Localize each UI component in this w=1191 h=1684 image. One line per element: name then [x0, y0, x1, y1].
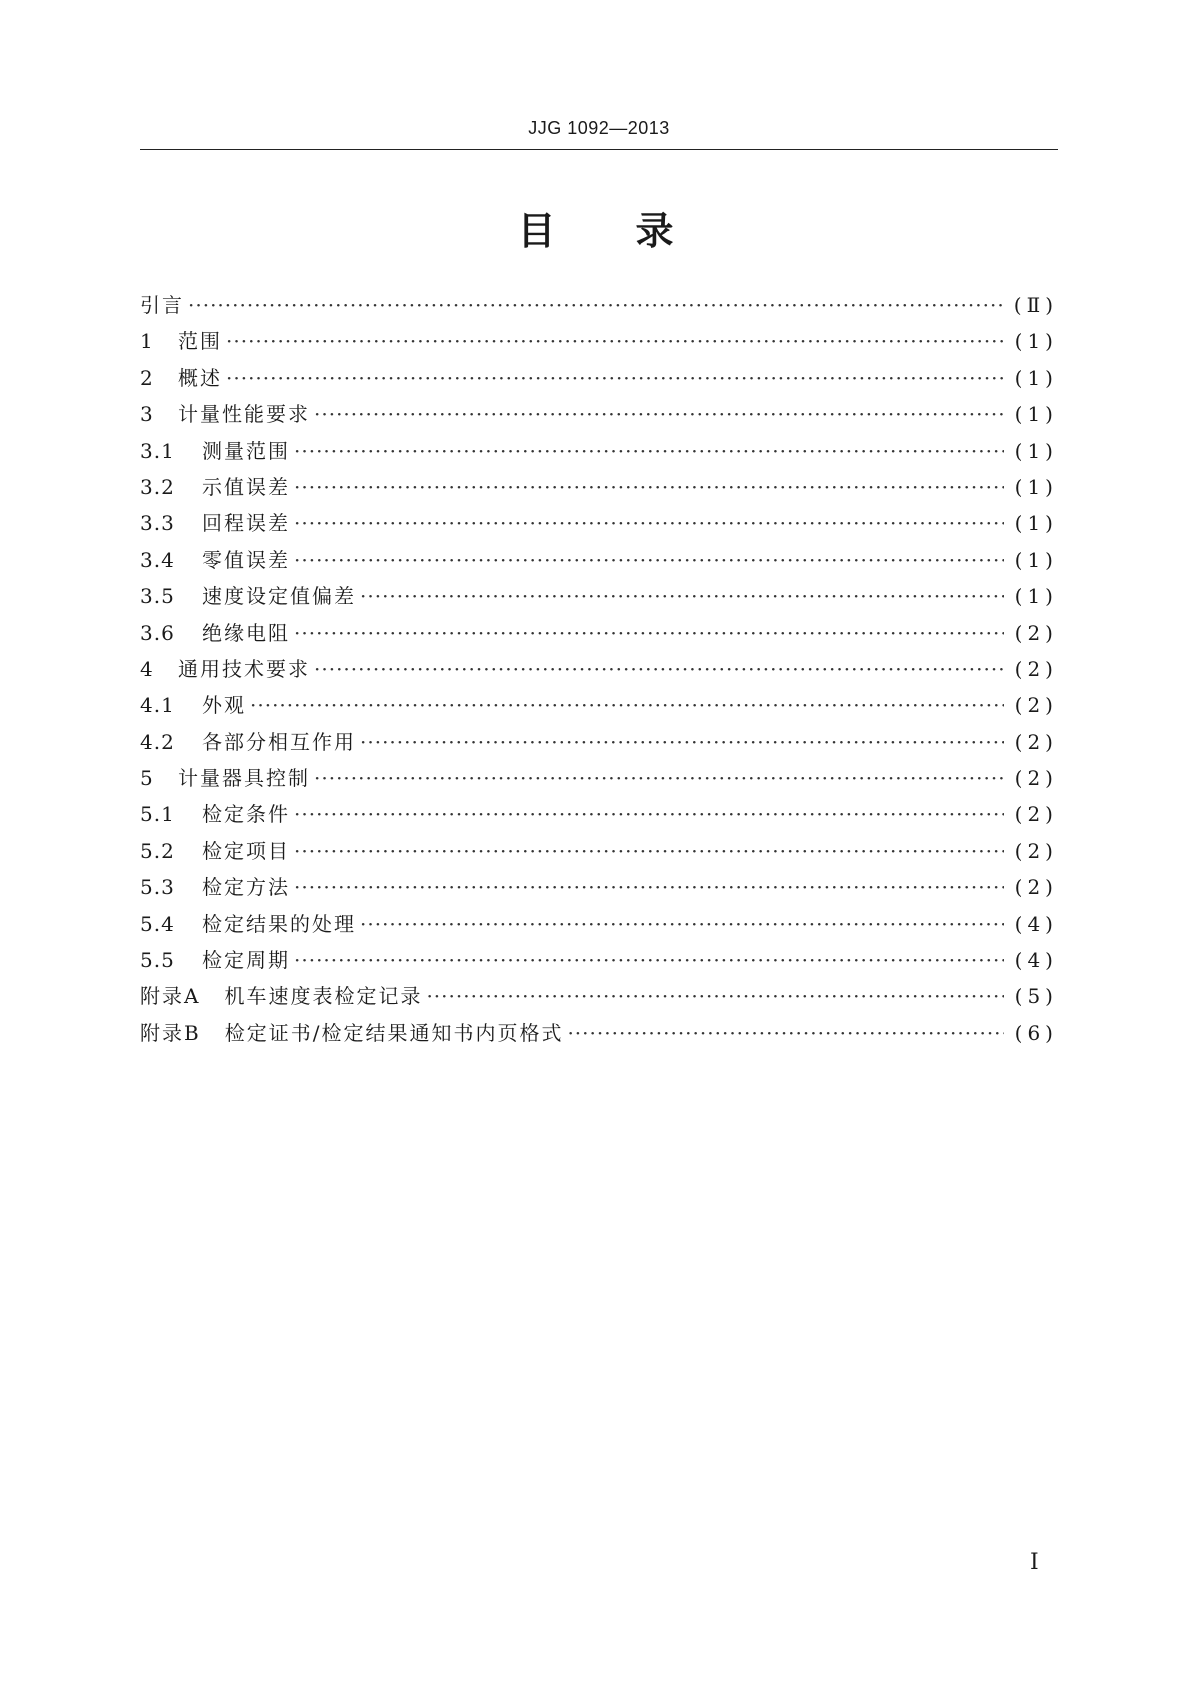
- toc-leader-dots: [294, 542, 1004, 578]
- toc-entry-title: 概述: [178, 365, 222, 390]
- page-title: [0, 200, 1191, 255]
- toc-entry-label: [140, 505, 290, 541]
- toc-entry-page: (1): [1014, 365, 1058, 390]
- toc-entry-label: [140, 760, 310, 796]
- title-char-1: 目: [517, 209, 556, 253]
- toc-entry-label: [140, 978, 422, 1014]
- toc-entry-title: 检定证书/检定结果通知书内页格式: [224, 1020, 564, 1045]
- toc-entry-number: 4: [140, 656, 155, 681]
- toc-entry-label: [140, 287, 184, 323]
- toc-leader-dots: [250, 687, 1004, 723]
- toc-entry[interactable]: [140, 433, 1058, 469]
- toc-entry[interactable]: [140, 796, 1058, 832]
- toc-entry[interactable]: [140, 542, 1058, 578]
- toc-entry-page: (1): [1014, 584, 1058, 609]
- toc-entry-number: 3.5: [140, 584, 175, 609]
- toc-entry-page: (1): [1014, 438, 1058, 463]
- toc-entry-label: [140, 651, 310, 687]
- toc-entry-title: 机车速度表检定记录: [224, 984, 423, 1009]
- toc-entry-number: 5.4: [140, 911, 175, 936]
- toc-entry-title: 范围: [178, 329, 222, 354]
- toc-entry-title: 计量性能要求: [178, 402, 310, 427]
- toc-entry-title: 测量范围: [202, 438, 290, 463]
- title-char-2: 录: [635, 209, 674, 253]
- toc-entry[interactable]: [140, 760, 1058, 796]
- toc-entry-page: (1): [1014, 547, 1058, 572]
- toc-entry-number: 5.5: [140, 948, 175, 973]
- toc-entry-page: (5): [1014, 984, 1058, 1009]
- toc-entry[interactable]: [140, 906, 1058, 942]
- toc-entry[interactable]: [140, 469, 1058, 505]
- toc-entry-label: [140, 542, 290, 578]
- toc-entry-title: 检定条件: [202, 802, 290, 827]
- toc-entry[interactable]: [140, 505, 1058, 541]
- toc-entry-page: (2): [1014, 693, 1058, 718]
- toc-leader-dots: [294, 869, 1004, 905]
- toc-entry[interactable]: [140, 1015, 1058, 1051]
- toc-entry-number: 1: [140, 329, 155, 354]
- toc-entry[interactable]: [140, 360, 1058, 396]
- toc-leader-dots: [360, 906, 1004, 942]
- toc-entry-page: (2): [1014, 802, 1058, 827]
- toc-entry-label: [140, 833, 290, 869]
- toc-entry[interactable]: [140, 724, 1058, 760]
- toc-leader-dots: [294, 505, 1004, 541]
- toc-entry-label: [140, 869, 290, 905]
- toc-entry-page: (1): [1014, 511, 1058, 536]
- toc-entry-page: (2): [1014, 729, 1058, 754]
- table-of-contents: [140, 287, 1058, 1051]
- toc-entry-number: 4.2: [140, 729, 175, 754]
- toc-entry-number: 5.2: [140, 838, 175, 863]
- toc-entry-page: (2): [1014, 656, 1058, 681]
- toc-entry[interactable]: [140, 687, 1058, 723]
- toc-entry-label: [140, 906, 356, 942]
- toc-entry-label: [140, 942, 290, 978]
- toc-entry[interactable]: [140, 615, 1058, 651]
- toc-entry-title: 速度设定值偏差: [202, 584, 356, 609]
- toc-entry-label: [140, 687, 246, 723]
- toc-entry-title: 计量器具控制: [178, 766, 310, 791]
- toc-entry[interactable]: [140, 396, 1058, 432]
- toc-entry-page: (2): [1014, 838, 1058, 863]
- toc-leader-dots: [294, 833, 1004, 869]
- toc-leader-dots: [226, 323, 1004, 359]
- toc-entry-number: 3.1: [140, 438, 175, 463]
- toc-leader-dots: [226, 360, 1004, 396]
- toc-entry-title: 检定方法: [202, 875, 290, 900]
- toc-entry-label: [140, 396, 310, 432]
- toc-entry-number: 5.1: [140, 802, 175, 827]
- toc-entry-number: 3.2: [140, 474, 175, 499]
- toc-entry-label: [140, 796, 290, 832]
- toc-entry-number: 5.3: [140, 875, 175, 900]
- document-code-header: JJG 1092—2013: [528, 118, 670, 138]
- toc-entry-page: (6): [1014, 1020, 1058, 1045]
- toc-entry-page: (4): [1014, 948, 1058, 973]
- toc-leader-dots: [360, 724, 1004, 760]
- toc-entry-title: 绝缘电阻: [202, 620, 290, 645]
- toc-entry-page: (2): [1014, 766, 1058, 791]
- toc-entry-page: (1): [1014, 329, 1058, 354]
- toc-entry-title: 通用技术要求: [178, 656, 310, 681]
- toc-entry-number: 3: [140, 402, 155, 427]
- toc-entry-label: [140, 1015, 563, 1051]
- toc-leader-dots: [294, 469, 1004, 505]
- toc-leader-dots: [314, 760, 1004, 796]
- toc-entry-title: 零值误差: [202, 547, 290, 572]
- toc-entry[interactable]: [140, 978, 1058, 1014]
- toc-entry-number: 3.6: [140, 620, 175, 645]
- toc-entry-number: 4.1: [140, 693, 175, 718]
- toc-entry[interactable]: [140, 323, 1058, 359]
- toc-leader-dots: [314, 396, 1004, 432]
- toc-leader-dots: [360, 578, 1004, 614]
- toc-entry-number: 3.4: [140, 547, 175, 572]
- toc-entry-page: (2): [1014, 620, 1058, 645]
- toc-leader-dots: [426, 978, 1004, 1014]
- page-number: Ⅰ: [1030, 1550, 1039, 1575]
- toc-entry-page: (2): [1014, 875, 1058, 900]
- toc-leader-dots: [294, 796, 1004, 832]
- toc-entry[interactable]: [140, 287, 1058, 323]
- header-rule: [140, 149, 1058, 150]
- toc-entry[interactable]: [140, 578, 1058, 614]
- toc-entry-page: (1): [1014, 402, 1058, 427]
- toc-entry[interactable]: [140, 942, 1058, 978]
- toc-entry-title: 检定项目: [202, 838, 290, 863]
- toc-entry-label: [140, 360, 222, 396]
- toc-leader-dots: [188, 287, 1004, 323]
- toc-entry-label: [140, 724, 356, 760]
- toc-entry-number: 3.3: [140, 511, 175, 536]
- toc-entry-page: (Ⅱ): [1013, 293, 1058, 317]
- toc-entry-label: [140, 578, 356, 614]
- toc-entry-number: 附录A: [140, 984, 201, 1009]
- toc-leader-dots: [314, 651, 1004, 687]
- toc-entry[interactable]: [140, 869, 1058, 905]
- toc-entry-label: [140, 615, 290, 651]
- toc-entry-number: 2: [140, 365, 155, 390]
- toc-entry-label: [140, 469, 290, 505]
- toc-entry-title: 外观: [202, 693, 246, 718]
- toc-entry-page: (4): [1014, 911, 1058, 936]
- toc-entry-number: 5: [140, 766, 155, 791]
- toc-entry-title: 检定周期: [202, 948, 290, 973]
- toc-entry[interactable]: [140, 651, 1058, 687]
- toc-leader-dots: [294, 942, 1004, 978]
- toc-entry-title: 各部分相互作用: [202, 729, 356, 754]
- toc-entry-title: 示值误差: [202, 474, 290, 499]
- toc-entry-label: [140, 433, 290, 469]
- toc-leader-dots: [294, 615, 1004, 651]
- toc-entry-title: 回程误差: [202, 511, 290, 536]
- toc-entry-label: [140, 323, 222, 359]
- toc-leader-dots: [567, 1015, 1004, 1051]
- toc-entry[interactable]: [140, 833, 1058, 869]
- toc-leader-dots: [294, 433, 1004, 469]
- toc-entry-number: 附录B: [140, 1020, 201, 1045]
- toc-entry-title: 引言: [140, 293, 184, 317]
- toc-entry-page: (1): [1014, 474, 1058, 499]
- toc-entry-title: 检定结果的处理: [202, 911, 356, 936]
